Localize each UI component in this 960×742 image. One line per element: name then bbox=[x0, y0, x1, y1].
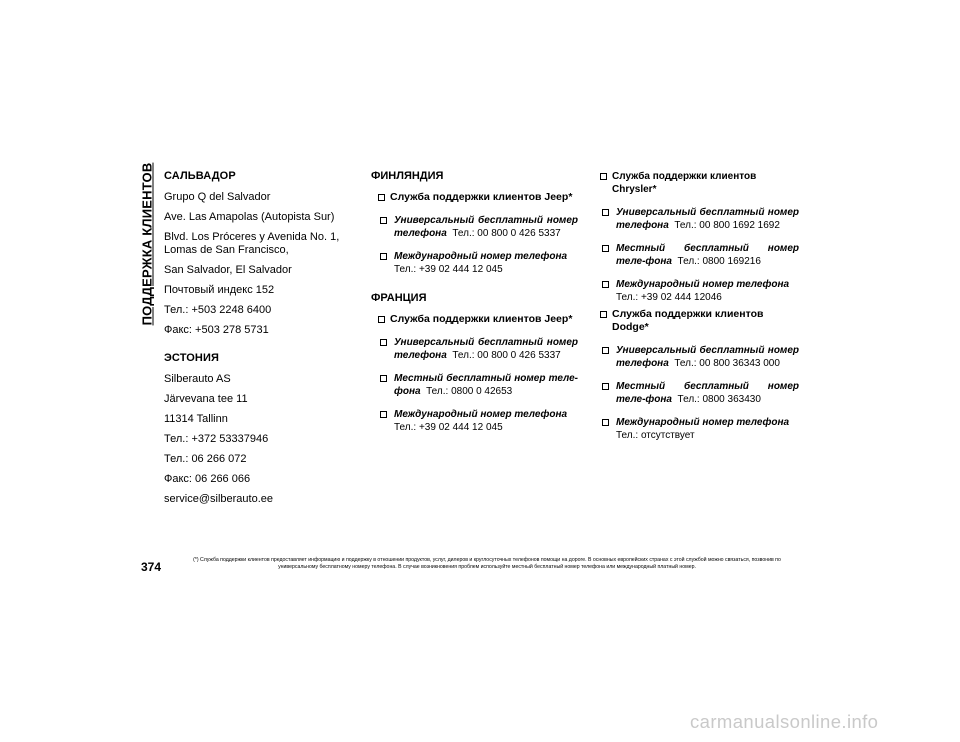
watermark: carmanualsonline.info bbox=[690, 711, 879, 732]
checkbox-square-icon bbox=[600, 173, 607, 180]
france-item: Международный номер телефона Тел.: +39 02 444 12 045 bbox=[371, 408, 578, 434]
salvador-title: САЛЬВАДОР bbox=[164, 170, 236, 182]
checkbox-square-icon bbox=[602, 347, 609, 354]
checkbox-square-icon bbox=[602, 209, 609, 216]
estonia-line: Silberauto AS bbox=[164, 373, 231, 385]
footnote: (*) Служба поддержки клиентов предоставляет информацию и поддержку в отношении продуктов, услуг, дилеров и круглосуточных телефонов помощи на дороге. В основных европейских странах с этой службой можно связаться, позвонив по универсальному бесплатному номеру телефона. В случае возникновения проблем используйте местный бесплатный номер телефона или международный платный номер. bbox=[193, 557, 781, 570]
france-item: Универсальный бесплатный номер телефона Тел.: 00 800 0 426 5337 bbox=[371, 336, 578, 362]
salvador-line: Почтовый индекс 152 bbox=[164, 284, 275, 296]
checkbox-square-icon bbox=[378, 316, 385, 323]
salvador-line: Ave. Las Amapolas (Autopista Sur) bbox=[164, 211, 335, 223]
salvador-line: Blvd. Los Próceres y Avenida No. 1, Lomas de San Francisco, bbox=[164, 231, 340, 256]
chrysler-item: Международный номер телефона Тел.: +39 02 444 12046 bbox=[593, 278, 799, 304]
checkbox-square-icon bbox=[378, 194, 385, 201]
dodge-service: Служба поддержки клиентов Dodge* bbox=[593, 308, 799, 334]
section-side-tab bbox=[139, 162, 155, 325]
finland-item: Универсальный бесплатный номер телефона Тел.: 00 800 0 426 5337 bbox=[371, 214, 578, 240]
estonia-email[interactable]: service@silberauto.ee bbox=[164, 493, 273, 505]
chrysler-item: Универсальный бесплатный номер телефона Тел.: 00 800 1692 1692 bbox=[593, 206, 799, 232]
page-number: 374 bbox=[141, 560, 162, 574]
dodge-item: Международный номер телефона Тел.: отсутствует bbox=[593, 416, 799, 442]
salvador-line: Тел.: +503 2248 6400 bbox=[164, 304, 272, 316]
dodge-item: Универсальный бесплатный номер телефона Тел.: 00 800 36343 000 bbox=[593, 344, 799, 370]
chrysler-item: Местный бесплатный номер теле-фона Тел.: 0800 169216 bbox=[593, 242, 799, 268]
france-item: Местный бесплатный номер теле-фона Тел.: 0800 0 42653 bbox=[371, 372, 578, 398]
column-left bbox=[164, 170, 366, 513]
column-right bbox=[593, 170, 799, 452]
checkbox-square-icon bbox=[602, 281, 609, 288]
france-service: Служба поддержки клиентов Jeep* bbox=[371, 313, 578, 326]
checkbox-square-icon bbox=[602, 245, 609, 252]
estonia-line: 11314 Tallinn bbox=[164, 413, 228, 425]
salvador-line: Факс: +503 278 5731 bbox=[164, 324, 269, 336]
checkbox-square-icon bbox=[380, 253, 387, 260]
salvador-line: San Salvador, El Salvador bbox=[164, 264, 292, 276]
france-title: ФРАНЦИЯ bbox=[371, 292, 427, 304]
checkbox-square-icon bbox=[380, 339, 387, 346]
checkbox-square-icon bbox=[602, 383, 609, 390]
checkbox-square-icon bbox=[600, 311, 607, 318]
salvador-line: Grupo Q del Salvador bbox=[164, 191, 271, 203]
section-side-tab-label: ПОДДЕРЖКА КЛИЕНТОВ bbox=[139, 162, 155, 325]
dodge-item: Местный бесплатный номер теле-фона Тел.: 0800 363430 bbox=[593, 380, 799, 406]
checkbox-square-icon bbox=[380, 217, 387, 224]
column-middle bbox=[371, 170, 578, 444]
checkbox-square-icon bbox=[380, 411, 387, 418]
estonia-line: Тел.: 06 266 072 bbox=[164, 453, 247, 465]
checkbox-square-icon bbox=[602, 419, 609, 426]
estonia-line: Факс: 06 266 066 bbox=[164, 473, 251, 485]
chrysler-service: Служба поддержки клиентов Chrysler* bbox=[593, 170, 799, 196]
finland-item: Международный номер телефона Тел.: +39 02 444 12 045 bbox=[371, 250, 578, 276]
finland-service: Служба поддержки клиентов Jeep* bbox=[371, 191, 578, 204]
estonia-line: Järvevana tee 11 bbox=[164, 393, 248, 405]
checkbox-square-icon bbox=[380, 375, 387, 382]
estonia-title: ЭСТОНИЯ bbox=[164, 352, 219, 364]
finland-title: ФИНЛЯНДИЯ bbox=[371, 170, 444, 182]
estonia-line: Тел.: +372 53337946 bbox=[164, 433, 269, 445]
